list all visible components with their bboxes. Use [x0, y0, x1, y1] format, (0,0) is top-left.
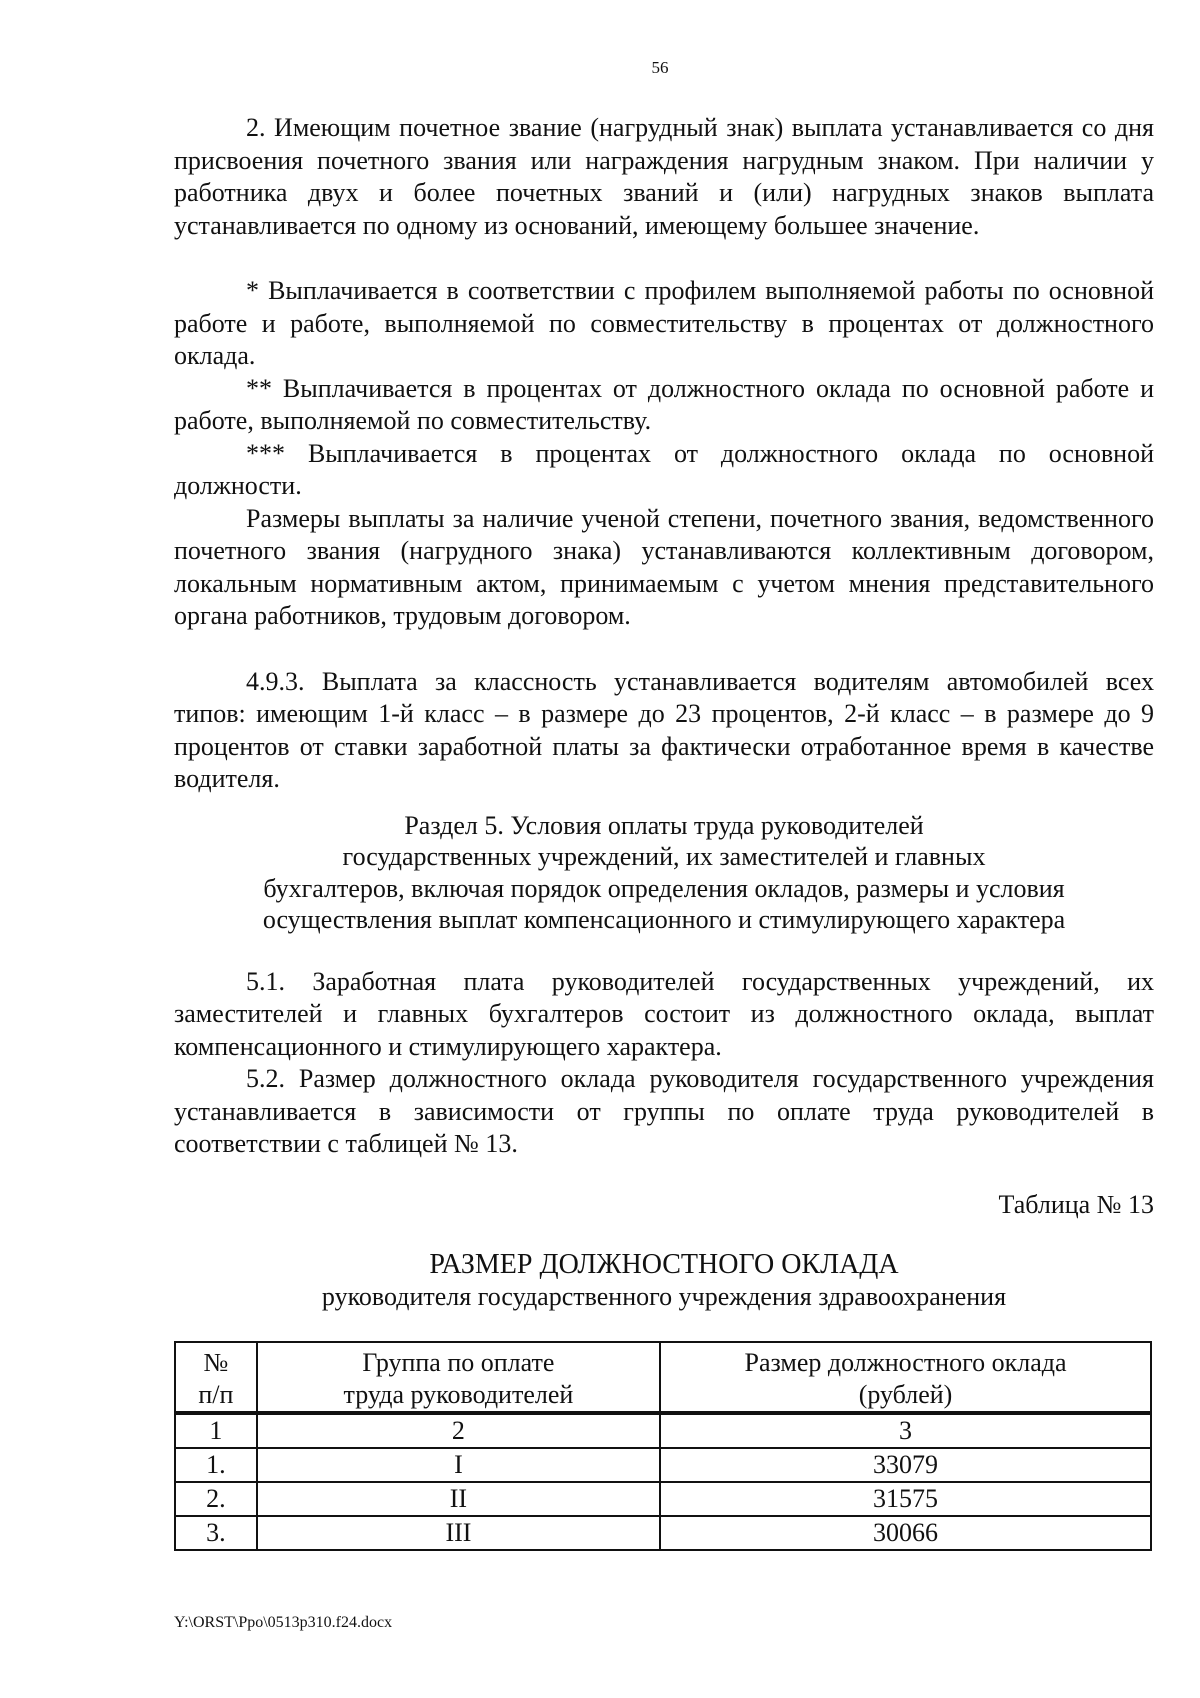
- header-line: №: [203, 1347, 229, 1377]
- table-cell: III: [257, 1516, 660, 1550]
- table-numbering-row: [175, 1413, 1151, 1448]
- header-line: Размер должностного оклада: [744, 1347, 1067, 1377]
- footnote-three-star: *** Выплачивается в процентах от должностного оклада по основной должности.: [174, 438, 1154, 500]
- table-subtitle: руководителя государственного учреждения здравоохранения: [321, 1281, 1007, 1311]
- table-title-text: РАЗМЕР ДОЛЖНОСТНОГО ОКЛАДА: [429, 1248, 899, 1280]
- paragraph-payment-sizes: Размеры выплаты за наличие ученой степени, почетного звания, ведомственного почетного звания (нагрудного знака) устанавливаются коллективным договором, локальным нормативным актом, принимаемым с учетом мнения представительного органа работников, трудовым договором.: [174, 503, 1154, 630]
- document-body: [174, 112, 1154, 1551]
- footnote-two-star: ** Выплачивается в процентах от должностного оклада по основной работе и работе, выполняемой по совместительству.: [174, 373, 1154, 435]
- table-cell: 1: [175, 1413, 257, 1448]
- section-5-title: [174, 810, 1154, 936]
- salary-table: [174, 1341, 1152, 1551]
- paragraph-honorary-title: 2. Имеющим почетное звание (нагрудный знак) выплата устанавливается со дня присвоения почетного звания или награждения нагрудным знаком. При наличии у работника двух и более почетных званий и (или) нагрудных знаков выплата устанавливается по одному из оснований, имеющему большее значение.: [174, 113, 1154, 240]
- table-cell: 2: [257, 1413, 660, 1448]
- table-header-row: [175, 1342, 1151, 1413]
- table-cell: 3.: [175, 1516, 257, 1550]
- footer-file-path: Y:\ORST\Ppo\0513p310.f24.docx: [174, 1614, 393, 1631]
- table-cell: I: [257, 1448, 660, 1482]
- header-line: (рублей): [858, 1379, 953, 1409]
- clause-5-2: 5.2. Размер должностного оклада руководителя государственного учреждения устанавливается в зависимости от группы по оплате труда руководителей в соответствии с таблицей № 13.: [174, 1064, 1154, 1158]
- section-title-line: бухгалтеров, включая порядок определения окладов, размеры и условия: [263, 873, 1065, 903]
- section-title-line: осуществления выплат компенсационного и стимулирующего характера: [262, 905, 1066, 934]
- header-line: труда руководителей: [343, 1379, 574, 1409]
- header-line: Группа по оплате: [362, 1347, 555, 1377]
- header-group: [257, 1342, 660, 1413]
- table-cell: 2.: [175, 1482, 257, 1516]
- table-cell: 33079: [660, 1448, 1151, 1482]
- header-number: [175, 1342, 257, 1413]
- section-title-line: Раздел 5. Условия оплаты труда руководителей: [404, 810, 924, 840]
- table-row: [175, 1482, 1151, 1516]
- section-title-line: государственных учреждений, их заместителей и главных: [342, 842, 986, 871]
- table-cell: 1.: [175, 1448, 257, 1482]
- table-row: [175, 1448, 1151, 1482]
- clause-5-1: 5.1. Заработная плата руководителей государственных учреждений, их заместителей и главных бухгалтеров состоит из должностного оклада, выплат компенсационного и стимулирующего характера.: [174, 966, 1154, 1061]
- table-cell: II: [257, 1482, 660, 1516]
- table-cell: 30066: [660, 1516, 1151, 1550]
- table-row: [175, 1516, 1151, 1550]
- table-cell: 31575: [660, 1482, 1151, 1516]
- clause-4-9-3: 4.9.3. Выплата за классность устанавливается водителям автомобилей всех типов: имеющим 1-й класс – в размере до 23 процентов, 2-й класс – в размере до 9 процентов от ставки заработной платы за фактически отработанное время в качестве водителя.: [174, 666, 1154, 793]
- footnote-one-star: * Выплачивается в соответствии с профилем выполняемой работы по основной работе и работе, выполняемой по совместительству в процентах от должностного оклада.: [174, 276, 1154, 370]
- table-title: [174, 1249, 1154, 1281]
- table-label: Таблица № 13: [998, 1189, 1154, 1219]
- header-line: п/п: [198, 1379, 234, 1409]
- page-number: 56: [651, 58, 669, 77]
- table-cell: 3: [660, 1413, 1151, 1448]
- header-salary: [660, 1342, 1151, 1413]
